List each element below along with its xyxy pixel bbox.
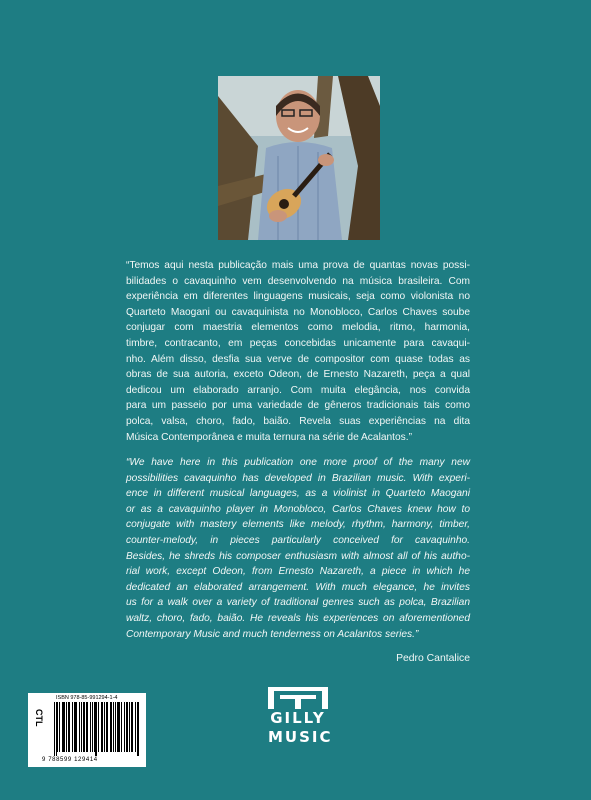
barcode-bar — [117, 702, 118, 752]
barcode-bar — [98, 702, 99, 752]
barcode-bar — [92, 702, 93, 752]
quote-line: “Temos aqui nesta publicação mais uma prova de quantas novas possi- — [126, 260, 470, 271]
quote-line: counter-melody, in pieces particularly conceived for cavaquinho. — [126, 534, 470, 546]
barcode-bar — [111, 702, 112, 752]
barcode-bar — [113, 702, 114, 752]
barcode-bar — [118, 702, 119, 752]
barcode-bar — [63, 702, 64, 752]
barcode-bar — [76, 702, 77, 752]
quote-line: para um passeio por uma variedade de gêneros tradicionais tais como — [126, 400, 470, 412]
barcode-bar — [81, 702, 82, 752]
quote-line: Besides, he shreds his composer enthusiasm with almost all of his autho- — [126, 550, 470, 562]
barcode-bar — [131, 702, 132, 752]
barcode-bar — [95, 702, 96, 756]
barcode-bar — [96, 702, 97, 756]
barcode-bar — [101, 702, 102, 752]
logo-mark-icon — [268, 687, 328, 709]
quote-line: rial work, except Odeon, from Ernesto Nazareth, a piece in which he — [126, 566, 470, 578]
quote-line: dedicated an elaborated arrangement. With much elegance, he invites — [126, 581, 470, 593]
barcode-bar — [66, 702, 67, 752]
barcode-bar — [59, 702, 60, 752]
quote-line: “We have here in this publication one more proof of the many new — [126, 457, 470, 468]
quote-line: timbre, contracanto, em peças concebidas unicamente para cavaqui- — [126, 337, 470, 349]
barcode-bar — [69, 702, 70, 752]
english-quote — [126, 455, 470, 642]
barcode-bar — [104, 702, 105, 752]
barcode-bar — [86, 702, 87, 752]
barcode-bar — [137, 702, 138, 756]
barcode-bar — [68, 702, 69, 752]
ean-digits: 9 788599 129414 — [42, 757, 98, 763]
quote-line: conjugate with mastery elements like melody, rhythm, harmony, timber, — [126, 519, 470, 531]
quote-line: nho. Além disso, desfia sua verve de compositor com quase todas as — [126, 353, 470, 365]
barcode-bar — [110, 702, 111, 752]
barcode-bar — [94, 702, 95, 752]
barcode-bar — [124, 702, 125, 752]
quote-line: waltz, choro, fado, baião. He reveals his experiences on aforementioned — [126, 612, 470, 624]
barcode-bar — [119, 702, 120, 752]
barcode-bar — [79, 702, 80, 752]
barcode-bar — [107, 702, 108, 752]
quote-line: conjugar com maestria elementos como melodia, ritmo, harmonia, — [126, 322, 470, 334]
quote-line: polca, valsa, choro, fado, baião. Revela suas experiências na dita — [126, 415, 470, 427]
quote-line: obras de sua autoria, exceto Odeon, de Ernesto Nazareth, peça a qual — [126, 369, 470, 381]
quote-line: or as a cavaquinho player in Monobloco, Carlos Chaves knew how to — [126, 503, 470, 515]
cover-photo-guitarist — [218, 76, 380, 240]
barcode-bar — [84, 702, 85, 752]
barcode-bar — [90, 702, 91, 752]
gilly-music-logo — [268, 687, 333, 751]
quote-line: Música Contemporânea e muita ternura na série de Acalantos.” — [126, 431, 412, 443]
isbn-barcode — [28, 693, 146, 767]
logo-line-1: GILLY — [270, 709, 326, 727]
ctl-label: CTL — [34, 709, 44, 727]
barcode-bar — [126, 702, 127, 752]
barcode-bar — [72, 702, 73, 752]
barcode-bar — [87, 702, 88, 752]
barcode-bar — [57, 702, 58, 752]
barcode-bar — [54, 702, 55, 756]
quote-line: Contemporary Music and much tenderness on Acalantos series.” — [126, 628, 419, 640]
barcode-bar — [127, 702, 128, 752]
logo-line-2: MUSIC — [268, 728, 333, 746]
quote-author: Pedro Cantalice — [396, 653, 470, 664]
quote-line: us for a walk over a variety of traditional genres such as polca, Brazilian — [126, 597, 470, 609]
barcode-bar — [121, 702, 122, 752]
barcode-bar — [64, 702, 65, 752]
barcode-bar — [83, 702, 84, 752]
barcode-bar — [115, 702, 116, 752]
barcode-bar — [138, 702, 139, 756]
isbn-label: ISBN 978-85-991294-1-4 — [56, 695, 118, 701]
quote-line: Quarteto Maogani ou cavaquinista no Monobloco, Carlos Chaves soube — [126, 306, 470, 318]
barcode-bar — [62, 702, 63, 752]
barcode-bar — [132, 702, 133, 752]
barcode-bar — [102, 702, 103, 752]
barcode-bar — [74, 702, 75, 752]
quote-line: experiência em diferentes linguagens musicais, seja como violonista no — [126, 291, 470, 303]
portuguese-quote — [126, 258, 470, 445]
quote-line: possibilities cavaquinho has developed in Brazilian music. With experi- — [126, 472, 470, 484]
quote-line: dedicou um elaborado arranjo. Com muita elegância, nos convida — [126, 384, 470, 396]
barcode-bar — [135, 702, 136, 752]
barcode-bar — [56, 702, 57, 756]
barcode-bars — [54, 702, 140, 756]
barcode-bar — [106, 702, 107, 752]
quote-line: ence in different musical languages, as a violinist in Quarteto Maogani — [126, 488, 470, 500]
quote-line: bilidades o cavaquinho vem desenvolvendo na música brasileira. Com — [126, 275, 470, 287]
barcode-bar — [75, 702, 76, 752]
barcode-bar — [129, 702, 130, 752]
